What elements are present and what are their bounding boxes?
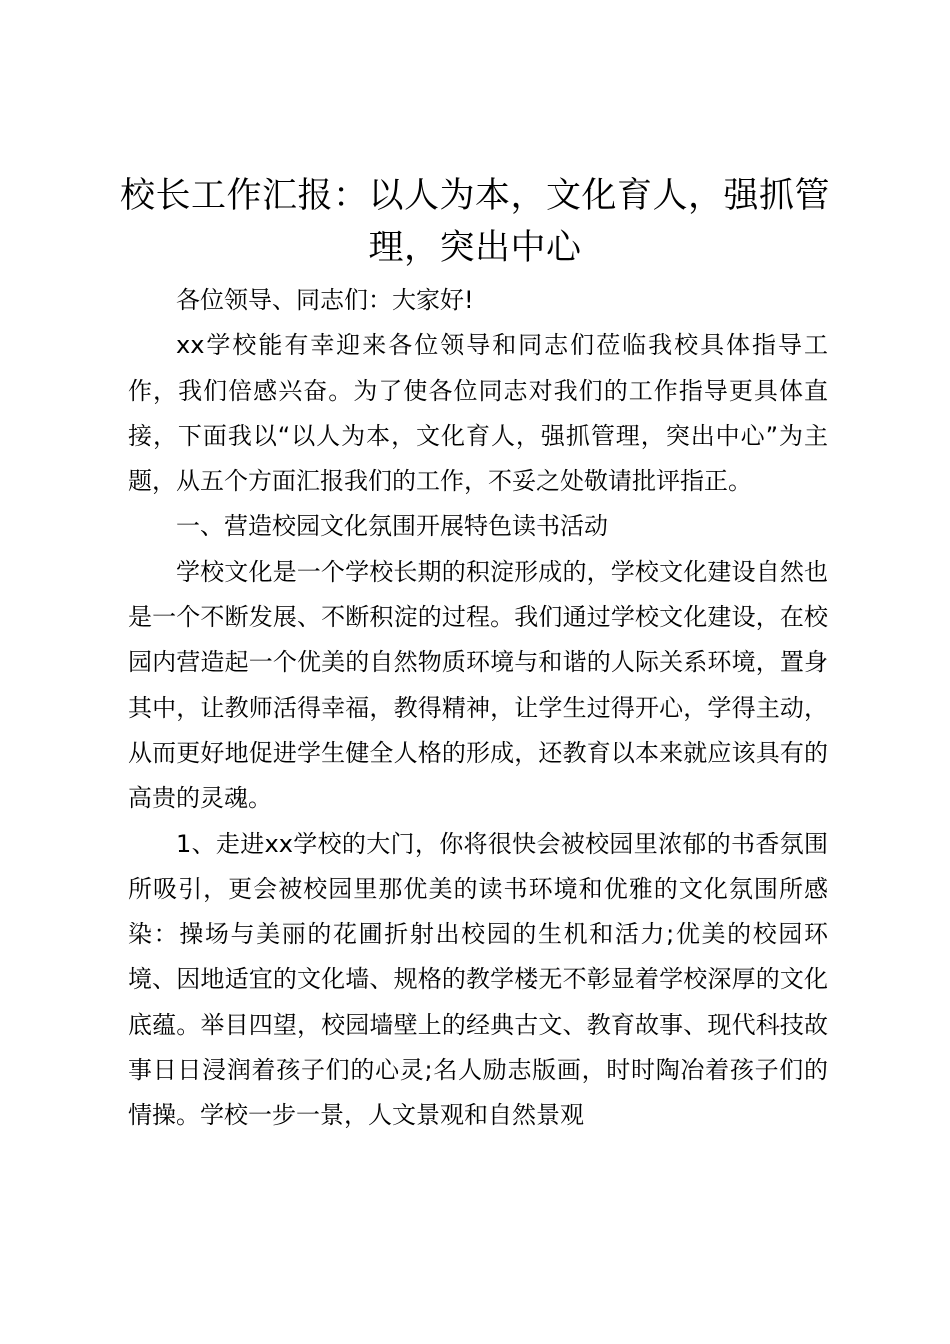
section-heading: 一、营造校园文化氛围开展特色读书活动: [176, 512, 608, 541]
document-title: 校长工作汇报：以人为本，文化育人，强抓管理，突出中心: [119, 176, 830, 268]
greeting-paragraph: 各位领导、同志们：大家好!: [176, 286, 474, 314]
document-body: [128, 278, 828, 1139]
body-paragraph: 1、走进xx学校的大门，你将很快会被校园里浓郁的书香氛围所吸引，更会被校园里那优美的读书环境和优雅的文化氛围所感染：操场与美丽的花圃折射出校园的生机和活力;优美的校园环境、因地适宜的文化墙、规格的教学楼无不彰显着学校深厚的文化底蕴。举目四望，校园墙壁上的经典古文、教育故事、现代科技故事日日浸润着孩子们的心灵;名人励志版画，时时陶冶着孩子们的情操。学校一步一景，人文景观和自然景观: [128, 829, 828, 1130]
body-paragraph: 学校文化是一个学校长期的积淀形成的，学校文化建设自然也是一个不断发展、不断积淀的过程。我们通过学校文化建设，在校园内营造起一个优美的自然物质环境与和谐的人际关系环境，置身其中，让教师活得幸福，教得精神，让学生过得开心，学得主动，从而更好地促进学生健全人格的形成，还教育以本来就应该具有的高贵的灵魂。: [128, 557, 828, 813]
intro-paragraph: xx学校能有幸迎来各位领导和同志们莅临我校具体指导工作，我们倍感兴奋。为了使各位同志对我们的工作指导更具体直接，下面我以“以人为本，文化育人，强抓管理，突出中心”为主题，从五个方面汇报我们的工作，不妥之处敬请批评指正。: [128, 331, 828, 496]
